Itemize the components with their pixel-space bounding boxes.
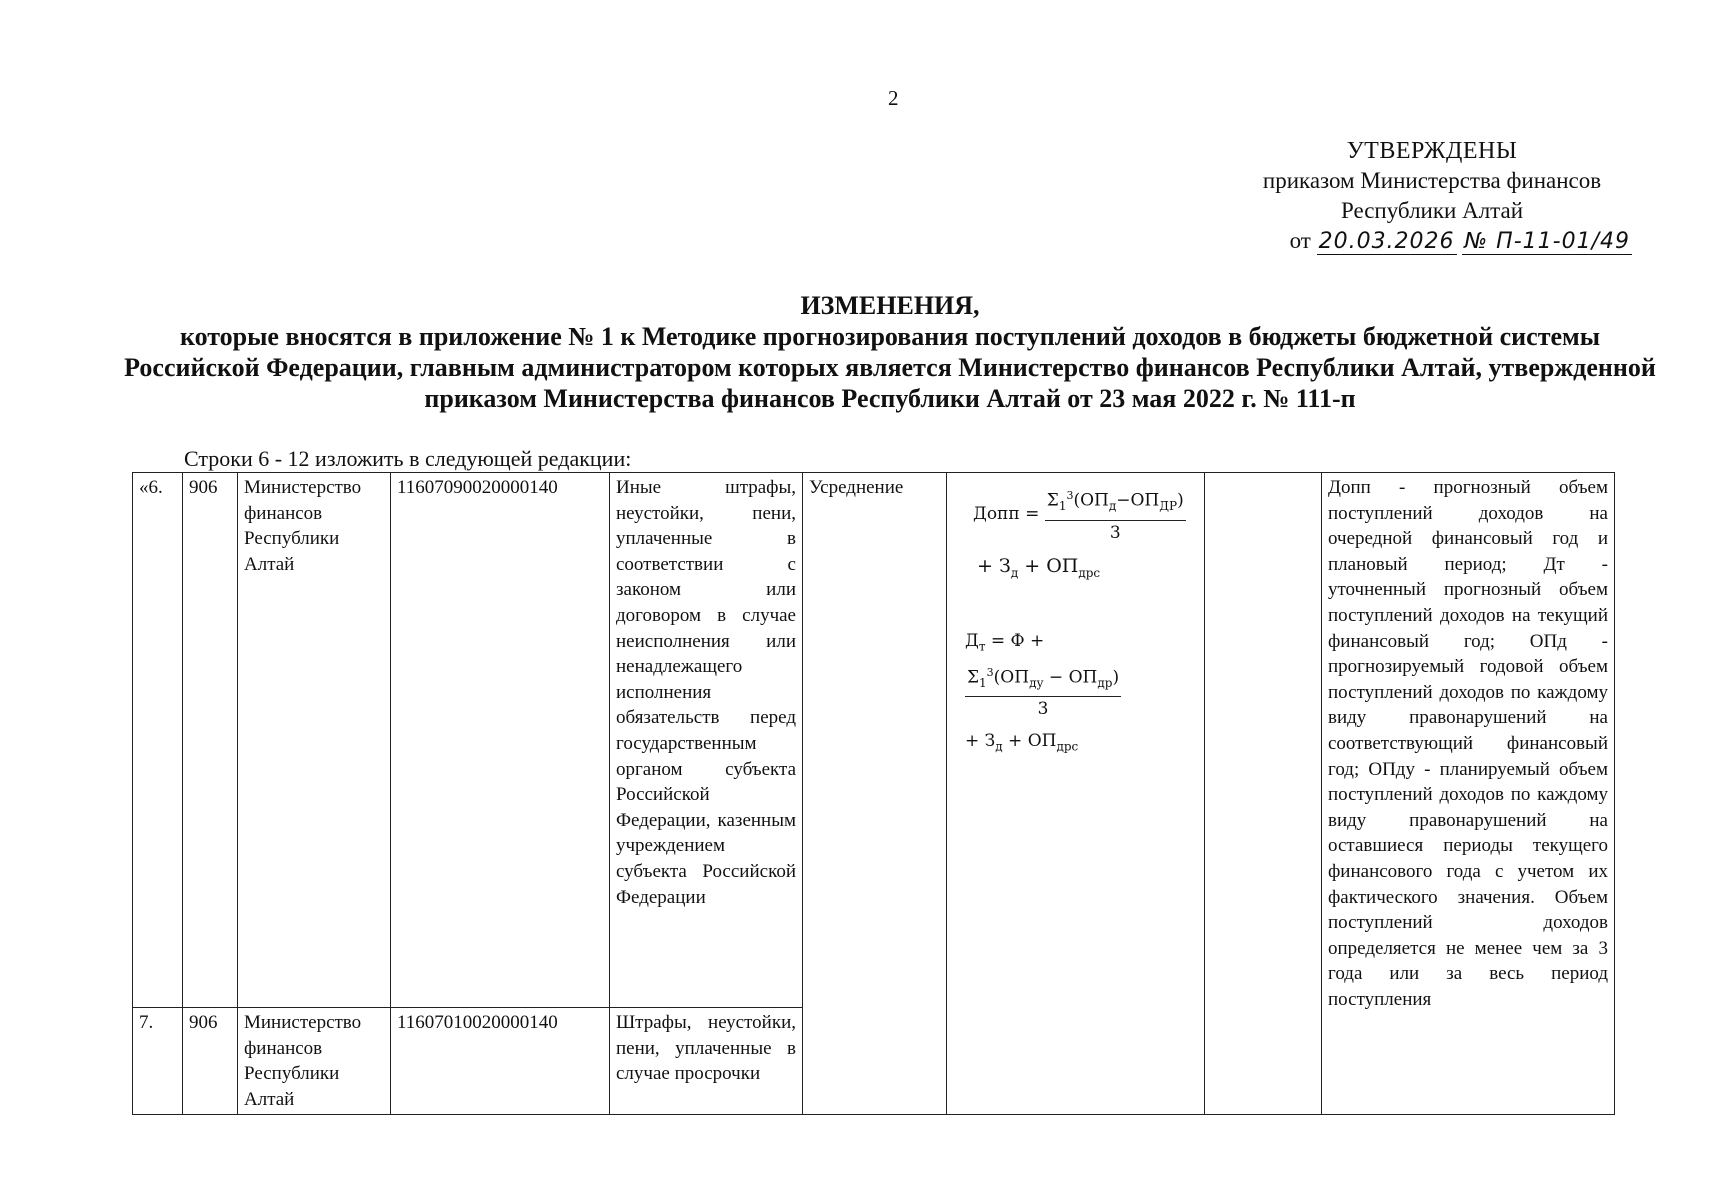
approval-title: УТВЕРЖДЕНЫ	[1346, 138, 1518, 164]
formula-dopp: Допп = $\frac{\Sigma_1^3(ОП_д-ОП_{ДР})}{3}$	[973, 483, 1198, 546]
admin-code: 906	[183, 1008, 238, 1115]
approval-line-2: приказом Министерства финансов	[1262, 168, 1602, 193]
changes-table	[132, 472, 1615, 1115]
admin-code: 906	[183, 473, 238, 1008]
row-number: «6.	[133, 473, 183, 1008]
handwritten-date: 20.03.2026	[1318, 229, 1455, 254]
approval-date-line	[1222, 226, 1642, 257]
formula-dt: $Д_т = Ф$ + $\frac{\Sigma_1^3(ОП_{ду} - ОП_{др})}{3}$	[965, 630, 1120, 720]
formula-dt-tail: + $З_д + ОП_{дрс}$	[965, 730, 1079, 754]
table-row	[133, 473, 1615, 1008]
row-number: 7.	[133, 1008, 183, 1115]
handwritten-number: № П-11-01/49	[1464, 229, 1630, 254]
title-subtitle: которые вносятся в приложение № 1 к Методике прогнозирования поступлений доходов в бюджеты бюджетной системы Российской Федерации, главным администратором которых является Министерство финансов Республики Алтай, утвержденной приказом Министерства финансов Республики Алтай от 23 мая 2022 г. № 111-п	[124, 322, 1656, 413]
formula-dopp-tail: + $З_д + ОП_{дрс}$	[977, 555, 1101, 581]
method: Усреднение	[803, 473, 947, 1115]
revenue-name: Иные штрафы, неустойки, пени, уплаченные в соответствии с законом или договором в случае неисполнения или ненадлежащего исполнения обязательств перед государственным органом субъекта Российской Федерации, казенным учреждением субъекта Российской Федерации	[610, 473, 803, 1008]
admin-name: Министерство финансов Республики Алтай	[238, 1008, 391, 1115]
approval-line-3: Республики Алтай	[1340, 198, 1524, 223]
document-title	[110, 290, 1670, 414]
approval-stamp	[1222, 136, 1642, 257]
formula-cell	[947, 473, 1205, 1115]
admin-name: Министерство финансов Республики Алтай	[238, 473, 391, 1008]
kbk-code: 11607090020000140	[391, 473, 610, 1008]
empty-cell	[1205, 473, 1322, 1115]
date-prefix: от	[1289, 228, 1311, 253]
formula-description: Допп - прогнозный объем поступлений доходов на очередной финансовый год и плановый период; Дт - уточненный прогнозный объем поступлений доходов на текущий финансовый год; ОПд - прогнозируемый годовой объем поступлений доходов по каждому виду правонарушений на соответствующий финансовый год; ОПду - планируемый объем поступлений доходов по каждому виду правонарушений на оставшиеся периоды текущего финансового года с учетом их фактического значения. Объем поступлений доходов определяется не менее чем за 3 года или за весь период поступления	[1322, 473, 1615, 1115]
page-number: 2	[888, 86, 899, 110]
title-heading: ИЗМЕНЕНИЯ,	[800, 291, 980, 320]
intro-text: Строки 6 - 12 изложить в следующей редакции:	[184, 446, 632, 471]
kbk-code: 11607010020000140	[391, 1008, 610, 1115]
revenue-name: Штрафы, неустойки, пени, уплаченные в случае просрочки	[610, 1008, 803, 1115]
